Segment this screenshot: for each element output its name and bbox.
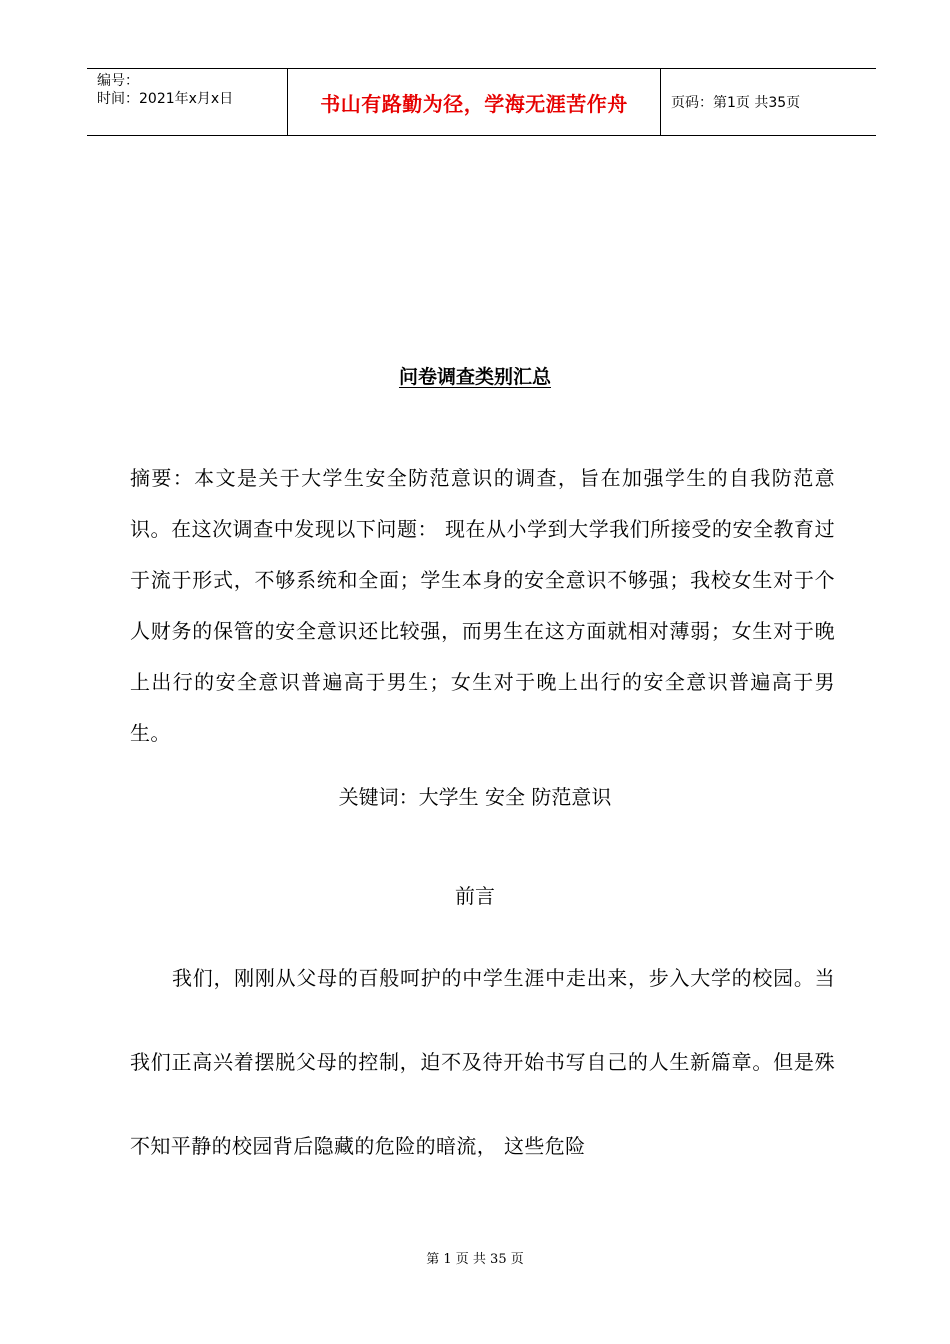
header-page-cell (661, 69, 876, 135)
preface-paragraph: 我们，刚刚从父母的百般呵护的中学生涯中走出来，步入大学的校园。当我们正高兴着摆脱父母的控制，迫不及待开始书写自己的人生新篇章。但是殊不知平静的校园背后隐藏的危险的暗流， 这些危险 (130, 966, 835, 1158)
document-number-label: 编号： (97, 73, 139, 89)
header-page-info: 页码：第1页 共35页 (671, 95, 801, 111)
preface-heading: 前言 (455, 884, 495, 908)
header-motto: 书山有路勤为径，学海无涯苦作舟 (320, 91, 628, 116)
header-motto-cell (288, 69, 661, 135)
abstract-paragraph: 摘要：本文是关于大学生安全防范意识的调查，旨在加强学生的自我防范意识。在这次调查中发现以下问题： 现在从小学到大学我们所接受的安全教育过于流于形式，不够系统和全面；学生本身的安全意识不够强；我校女生对于个人财务的保管的安全意识还比较强，而男生在这方面就相对薄弱；女生对于晚上出行的安全意识普遍高于男生；女生对于晚上出行的安全意识普遍高于男生。 (130, 466, 835, 745)
document-title-text: 问卷调查类别汇总 (398, 366, 551, 388)
page-footer: 第 1 页 共 35 页 (426, 1252, 524, 1267)
header-meta-cell (87, 69, 288, 135)
document-header (87, 68, 876, 136)
document-title (0, 362, 950, 389)
keywords-line: 关键词：大学生 安全 防范意识 (338, 785, 612, 809)
document-time-label: 时间：2021年x月x日 (97, 91, 234, 107)
